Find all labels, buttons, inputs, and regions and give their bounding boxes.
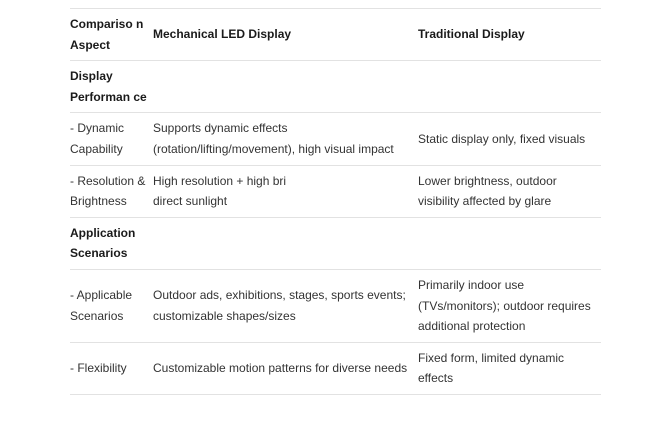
aspect-cell: - Flexibility (70, 361, 127, 376)
table-header-row (70, 9, 601, 61)
section-label: Display Performan ce (70, 69, 147, 104)
section-cell-empty (418, 61, 601, 113)
section-row-application-scenarios (70, 217, 601, 269)
table-row (70, 342, 601, 394)
table-row (70, 113, 601, 165)
section-cell-empty (153, 217, 418, 269)
comparison-table (70, 8, 601, 395)
section-cell-empty (418, 217, 601, 269)
mechanical-cell: Outdoor ads, exhibitions, stages, sports events; customizable shapes/sizes (153, 288, 406, 323)
header-mechanical-led-display: Mechanical LED Display (153, 27, 292, 42)
aspect-cell: - Resolution & Brightness (70, 173, 146, 209)
aspect-cell: - Dynamic Capability (70, 121, 125, 156)
comparison-table-container (70, 8, 601, 395)
table-row (70, 165, 601, 217)
text-line: direct sunlight (153, 194, 228, 209)
mechanical-cell: Supports dynamic effects (rotation/lifting/movement), high visual impact (153, 121, 394, 156)
aspect-cell: - Applicable Scenarios (70, 288, 133, 323)
section-row-display-performance (70, 61, 601, 113)
header-traditional-display: Traditional Display (418, 27, 525, 42)
truncated-text-line: High resolution + high bri (153, 173, 287, 188)
header-comparison-aspect: Compariso n Aspect (70, 17, 144, 52)
section-label: Application Scenarios (70, 225, 136, 261)
traditional-cell: Fixed form, limited dynamic effects (418, 350, 565, 386)
section-cell-empty (153, 61, 418, 113)
traditional-cell: Primarily indoor use (TVs/monitors); outdoor requires additional protection (418, 277, 591, 334)
mechanical-cell: Customizable motion patterns for diverse needs (153, 361, 408, 376)
mechanical-cell (153, 165, 418, 217)
traditional-cell: Lower brightness, outdoor visibility affected by glare (418, 173, 557, 209)
table-row (70, 269, 601, 342)
traditional-cell: Static display only, fixed visuals (418, 131, 586, 146)
